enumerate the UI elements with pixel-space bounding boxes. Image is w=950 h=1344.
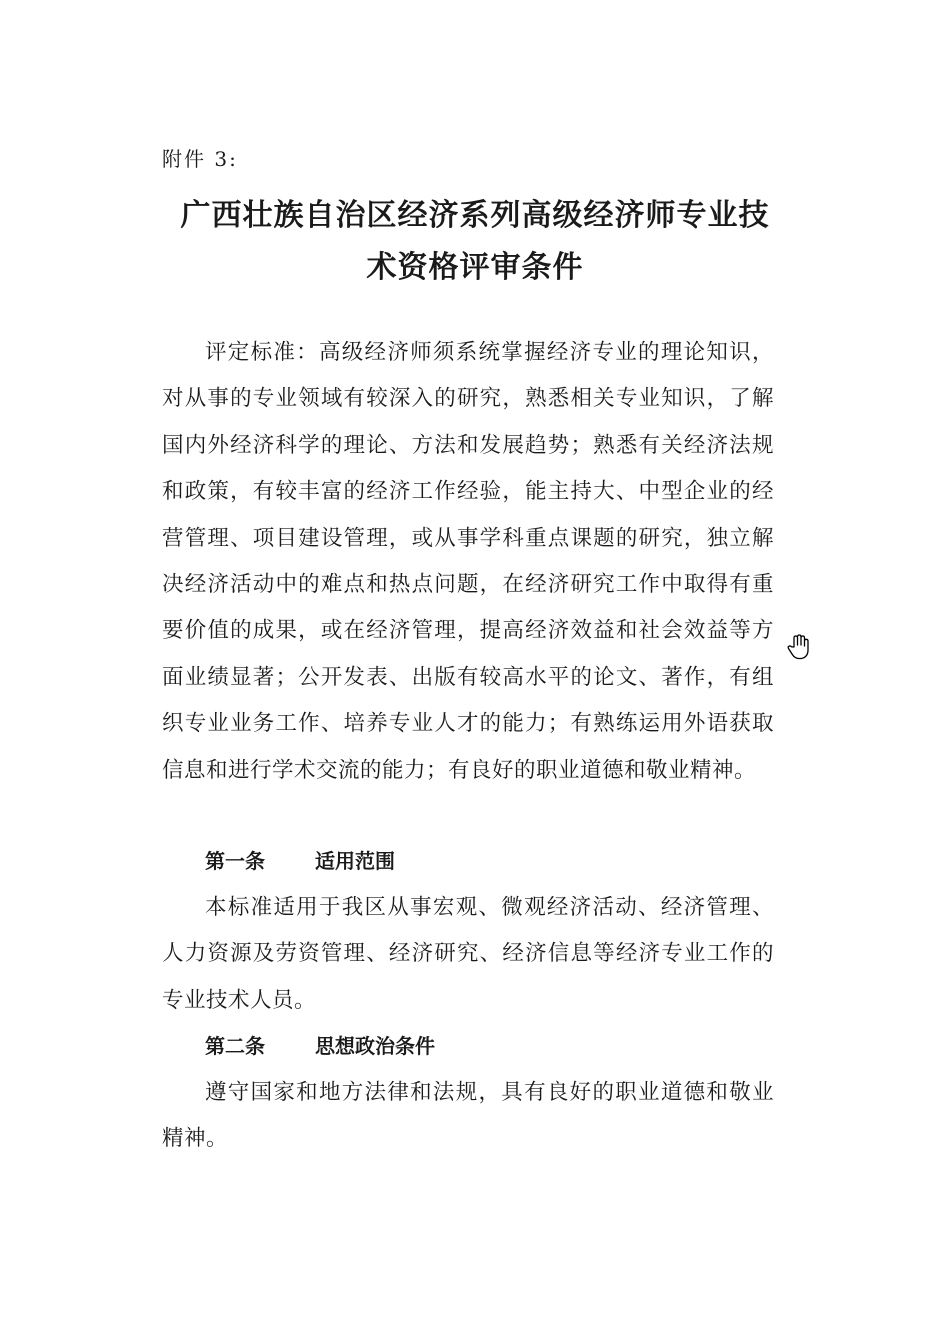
article-2-text: 遵守国家和地方法律和法规，具有良好的职业道德和敬业精神。 bbox=[162, 1080, 774, 1152]
title-line-2: 术资格评审条件 bbox=[366, 250, 584, 285]
article-1-number: 第一条 bbox=[205, 849, 265, 873]
article-2-number: 第二条 bbox=[205, 1034, 265, 1058]
article-2-heading bbox=[205, 1023, 435, 1069]
hand-pointer-icon bbox=[786, 633, 812, 661]
article-1-heading bbox=[205, 838, 395, 884]
article-1-text: 本标准适用于我区从事宏观、微观经济活动、经济管理、人力资源及劳资管理、经济研究、经济信息等经济专业工作的专业技术人员。 bbox=[162, 895, 774, 1013]
article-1-title: 适用范围 bbox=[315, 849, 395, 873]
evaluation-standard-paragraph: 评定标准：高级经济师须系统掌握经济专业的理论知识，对从事的专业领域有较深入的研究，熟悉相关专业知识，了解国内外经济科学的理论、方法和发展趋势；熟悉有关经济法规和政策，有较丰富的经济工作经验，能主持大、中型企业的经营管理、项目建设管理，或从事学科重点课题的研究，独立解决经济活动中的难点和热点问题，在经济研究工作中取得有重要价值的成果，或在经济管理，提高经济效益和社会效益等方面业绩显著；公开发表、出版有较高水平的论文、著作，有组织专业业务工作、培养专业人才的能力；有熟练运用外语获取信息和进行学术交流的能力；有良好的职业道德和敬业精神。 bbox=[162, 340, 774, 783]
article-2-title: 思想政治条件 bbox=[315, 1034, 435, 1058]
title-line-1: 广西壮族自治区经济系列高级经济师专业技 bbox=[180, 198, 770, 233]
attachment-label: 附件 3: bbox=[162, 147, 238, 171]
document-title bbox=[150, 190, 800, 294]
